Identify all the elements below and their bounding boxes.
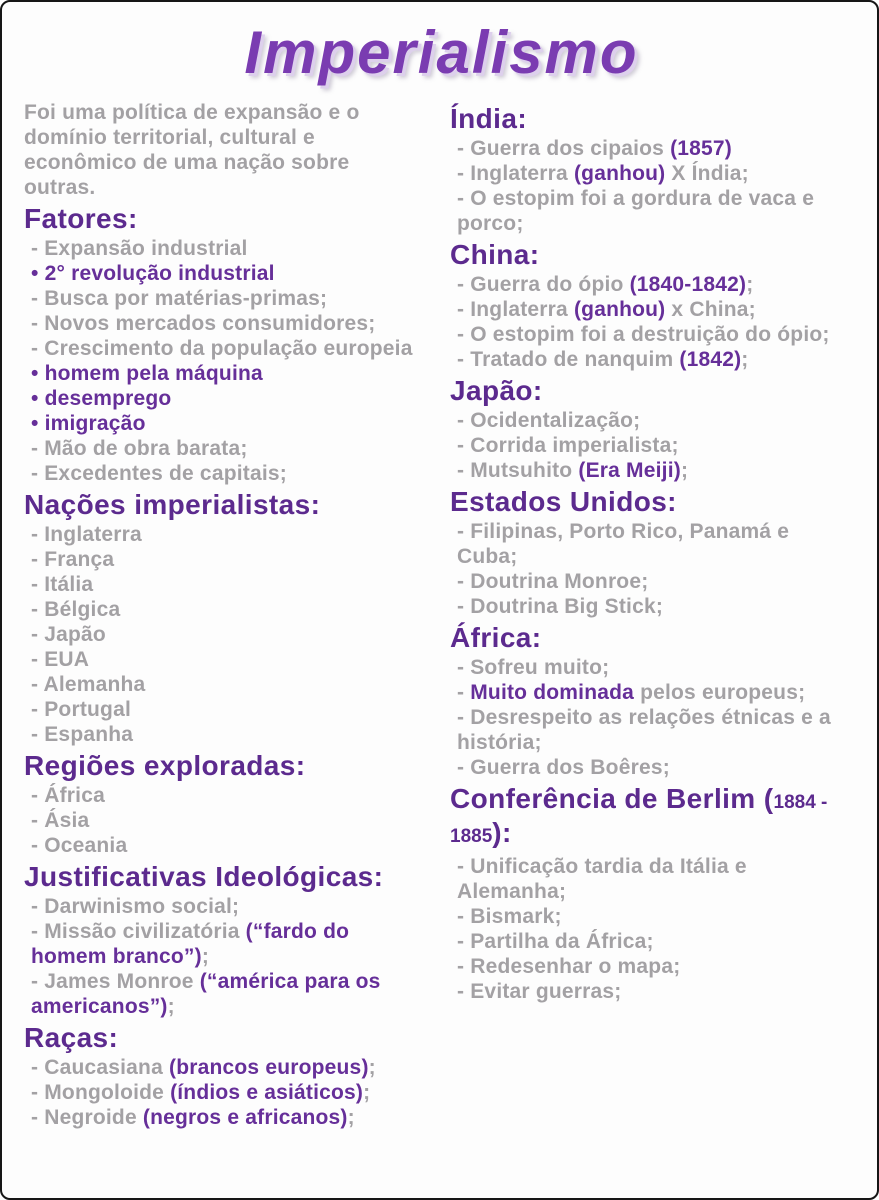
section-nacoes-imperialistas — [24, 490, 416, 747]
right-column — [450, 100, 845, 1004]
list-item — [450, 458, 845, 483]
text-segment: - Espanha — [31, 723, 134, 746]
text-segment: (“américa para os americanos”) — [31, 970, 381, 1018]
list-item — [24, 783, 416, 808]
section-list — [24, 236, 416, 486]
section-heading — [450, 104, 845, 134]
heading-segment: Regiões exploradas: — [24, 750, 306, 781]
text-segment: Muito dominada — [470, 681, 635, 704]
list-item — [24, 1105, 416, 1130]
text-segment: - Inglaterra — [457, 162, 574, 185]
text-segment: - Filipinas, Porto Rico, Panamá e Cuba; — [457, 520, 790, 568]
list-item — [24, 919, 416, 969]
text-segment: - Oceania — [31, 834, 128, 857]
section-heading — [24, 751, 416, 781]
heading-segment: China: — [450, 239, 540, 270]
section-india — [450, 104, 845, 236]
text-segment: - Mongoloide — [31, 1081, 171, 1104]
text-segment: - África — [31, 784, 105, 807]
text-segment: - Portugal — [31, 698, 131, 721]
text-segment: (negros e africanos) — [142, 1106, 348, 1129]
section-heading — [450, 623, 845, 653]
list-item — [450, 854, 845, 904]
text-segment: (1840-1842) — [629, 273, 747, 296]
text-segment: (brancos europeus) — [169, 1056, 369, 1079]
heading-segment: ): — [492, 817, 512, 848]
section-heading — [24, 204, 416, 234]
text-segment: - Inglaterra — [457, 298, 574, 321]
text-segment: - Corrida imperialista; — [457, 434, 679, 457]
section-list — [450, 519, 845, 619]
text-segment: (Era Meiji) — [578, 459, 681, 482]
text-segment: - Busca por matérias-primas; — [31, 287, 328, 310]
text-segment: - Ocidentalização; — [457, 409, 641, 432]
list-item — [450, 979, 845, 1004]
text-segment: ; — [368, 1056, 376, 1079]
list-item — [24, 1055, 416, 1080]
heading-segment: 1884 - 1885 — [450, 792, 828, 847]
list-item — [24, 411, 416, 436]
text-segment: - O estopim foi a destruição do ópio; — [457, 323, 830, 346]
text-segment: ; — [680, 459, 689, 482]
text-segment: - Negroide — [31, 1106, 143, 1129]
heading-segment: Conferência de Berlim ( — [450, 783, 774, 814]
text-segment: - Evitar guerras; — [457, 980, 622, 1003]
list-item — [450, 569, 845, 594]
text-segment: • imigração — [31, 412, 146, 435]
list-item — [24, 597, 416, 622]
columns-container — [24, 100, 859, 1130]
page-title: Imperialismo — [244, 19, 639, 86]
text-segment: ; — [347, 1106, 355, 1129]
list-item — [24, 286, 416, 311]
text-segment: - O estopim foi a gordura de vaca e porco; — [457, 187, 815, 235]
text-segment: (ganhou) — [573, 298, 666, 321]
list-item — [24, 261, 416, 286]
section-list — [450, 136, 845, 236]
list-item — [24, 894, 416, 919]
text-segment: • homem pela máquina — [31, 362, 263, 385]
list-item — [24, 572, 416, 597]
text-segment: (1857) — [670, 137, 732, 160]
section-heading — [24, 862, 416, 892]
section-heading — [24, 490, 416, 520]
section-list — [24, 894, 416, 1019]
section-regioes-exploradas — [24, 751, 416, 858]
section-heading — [24, 1023, 416, 1053]
intro-paragraph: Foi uma política de expansão e o domínio territorial, cultural e econômico de uma nação sobre outras. — [24, 101, 360, 199]
section-estados-unidos — [450, 487, 845, 619]
section-conferencia-de-berlim-1884-1885 — [450, 784, 845, 1004]
text-segment: - Mão de obra barata; — [31, 437, 248, 460]
section-list — [450, 655, 845, 780]
text-segment: - Caucasiana — [31, 1056, 169, 1079]
list-item — [450, 136, 845, 161]
right-sections — [450, 104, 845, 1004]
section-list — [450, 854, 845, 1004]
list-item — [450, 954, 845, 979]
text-segment: - Bismark; — [457, 905, 562, 928]
section-heading — [450, 376, 845, 406]
heading-segment: Fatores: — [24, 203, 138, 234]
section-africa — [450, 623, 845, 780]
section-list — [24, 783, 416, 858]
text-segment: • 2° revolução industrial — [31, 262, 275, 285]
section-fatores — [24, 204, 416, 486]
heading-segment: Índia: — [450, 103, 528, 134]
text-segment: ; — [201, 945, 210, 968]
text-segment: - Excedentes de capitais; — [31, 462, 287, 485]
text-segment: (1842) — [679, 348, 742, 371]
text-segment: ; — [746, 273, 754, 296]
list-item — [450, 322, 845, 347]
section-list — [24, 1055, 416, 1130]
text-segment: - Doutrina Monroe; — [457, 570, 649, 593]
text-segment: - EUA — [31, 648, 90, 671]
list-item — [24, 622, 416, 647]
list-item — [24, 1080, 416, 1105]
list-item — [450, 594, 845, 619]
text-segment: - Guerra dos Boêres; — [457, 756, 670, 779]
list-item — [24, 833, 416, 858]
section-china — [450, 240, 845, 372]
text-segment: - Crescimento da população europeia — [31, 337, 413, 360]
text-segment: - Inglaterra — [31, 523, 142, 546]
list-item — [450, 680, 845, 705]
text-segment: (índios e asiáticos) — [170, 1081, 364, 1104]
list-item — [450, 297, 845, 322]
heading-segment: Nações imperialistas: — [24, 489, 321, 520]
list-item — [450, 655, 845, 680]
text-segment: ; — [167, 995, 175, 1018]
list-item — [450, 433, 845, 458]
text-segment: - Desrespeito as relações étnicas e a história; — [457, 706, 831, 754]
list-item — [24, 647, 416, 672]
text-segment: - Darwinismo social; — [31, 895, 240, 918]
text-segment: - Doutrina Big Stick; — [457, 595, 664, 618]
text-segment: X Índia; — [665, 162, 749, 185]
text-segment: - — [457, 681, 471, 704]
list-item — [450, 519, 845, 569]
text-segment: ; — [741, 348, 749, 371]
text-segment: - Redesenhar o mapa; — [457, 955, 681, 978]
section-list — [450, 408, 845, 483]
text-segment: - Novos mercados consumidores; — [31, 312, 376, 335]
left-column — [24, 100, 416, 1130]
list-item — [24, 236, 416, 261]
text-segment: - Partilha da África; — [457, 930, 654, 953]
heading-segment: África: — [450, 622, 542, 653]
list-item — [450, 272, 845, 297]
heading-segment: Raças: — [24, 1022, 119, 1053]
text-segment: - Itália — [31, 573, 94, 596]
text-segment: - Sofreu muito; — [457, 656, 610, 679]
section-racas — [24, 1023, 416, 1130]
text-segment: (ganhou) — [573, 162, 666, 185]
text-segment: - Guerra dos cipaios — [457, 137, 671, 160]
section-justificativas-ideologicas — [24, 862, 416, 1019]
list-item — [24, 311, 416, 336]
list-item — [24, 436, 416, 461]
list-item — [24, 808, 416, 833]
text-segment: - Ásia — [31, 809, 90, 832]
section-list — [450, 272, 845, 372]
text-segment: - Tratado de nanquim — [457, 348, 680, 371]
text-segment: • desemprego — [31, 387, 172, 410]
list-item — [24, 386, 416, 411]
text-segment: - James Monroe — [31, 970, 200, 993]
list-item — [24, 361, 416, 386]
section-heading — [450, 240, 845, 270]
list-item — [24, 697, 416, 722]
list-item — [450, 186, 845, 236]
text-segment: - Unificação tardia da Itália e Alemanha; — [457, 855, 747, 903]
list-item — [24, 461, 416, 486]
left-sections — [24, 204, 416, 1130]
text-segment: - França — [31, 548, 115, 571]
text-segment: (“fardo do homem branco”) — [31, 920, 350, 968]
heading-segment: Justificativas Ideológicas: — [24, 861, 384, 892]
list-item — [24, 672, 416, 697]
section-heading — [450, 784, 845, 852]
list-item — [24, 336, 416, 361]
list-item — [450, 705, 845, 755]
heading-segment: Estados Unidos: — [450, 486, 677, 517]
list-item — [24, 547, 416, 572]
section-japao — [450, 376, 845, 483]
list-item — [24, 522, 416, 547]
list-item — [450, 755, 845, 780]
list-item — [24, 722, 416, 747]
text-segment: - Mutsuhito — [457, 459, 579, 482]
section-heading — [450, 487, 845, 517]
text-segment: - Alemanha — [31, 673, 146, 696]
list-item — [450, 347, 845, 372]
text-segment: - Japão — [31, 623, 106, 646]
section-list — [24, 522, 416, 747]
list-item — [450, 161, 845, 186]
text-segment: - Guerra do ópio — [457, 273, 630, 296]
text-segment: ; — [363, 1081, 371, 1104]
text-segment: - Expansão industrial — [31, 237, 248, 260]
list-item — [450, 408, 845, 433]
list-item — [450, 904, 845, 929]
heading-segment: Japão: — [450, 375, 543, 406]
text-segment: - Missão civilizatória — [31, 920, 246, 943]
text-segment: pelos europeus; — [634, 681, 806, 704]
list-item — [450, 929, 845, 954]
text-segment: x China; — [665, 298, 756, 321]
list-item — [24, 969, 416, 1019]
text-segment: - Bélgica — [31, 598, 121, 621]
